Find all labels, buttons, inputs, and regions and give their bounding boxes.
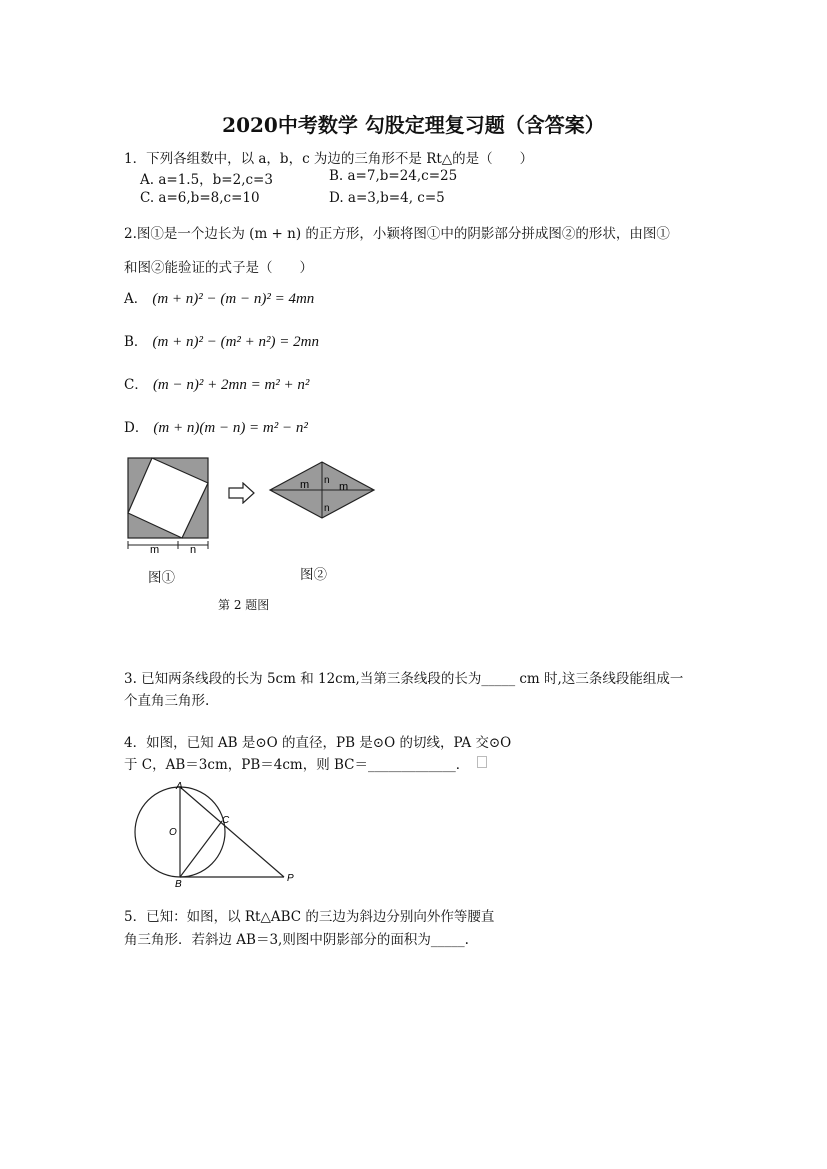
- q2-option-d: [124, 416, 308, 437]
- q2-option-b-label: B．: [124, 334, 148, 350]
- q2-stem-line1: 2.图①是一个边长为 (m + n) 的正方形，小颖将图①中的阴影部分拼成图②的形状，由图①: [124, 226, 670, 242]
- q5-line1: 5．已知：如图，以 Rt△ABC 的三边为斜边分别向外作等腰直: [124, 909, 495, 925]
- q2-arrow-icon: [227, 482, 257, 504]
- fig2-n-label-top: n: [324, 475, 330, 486]
- q4-figure: [132, 780, 302, 890]
- q2-option-b: [124, 330, 319, 351]
- q4-line2: 于 C，AB＝3cm，PB＝4cm，则 BC＝_____________．: [124, 757, 470, 773]
- q2-option-d-label: D．: [124, 420, 149, 436]
- q2-fig2-caption: 图②: [300, 567, 327, 583]
- q2-stem-line2: 和图②能验证的式子是（ ）: [124, 260, 313, 276]
- fig1-n-label: n: [190, 544, 197, 555]
- q4-line1: 4．如图，已知 AB 是⊙O 的直径，PB 是⊙O 的切线，PA 交⊙O: [124, 735, 512, 751]
- q2-option-a: [124, 287, 314, 308]
- q1-option-c: C. a=6,b=8,c=10: [140, 190, 260, 206]
- page-title: 2020中考数学 勾股定理复习题（含答案）: [222, 113, 605, 137]
- q2-option-d-formula: (m + n)(m − n) = m² − n²: [153, 420, 308, 436]
- q2-option-a-label: A．: [124, 291, 148, 307]
- q2-figure-1: [124, 455, 214, 555]
- q1-option-a: A. a=1.5，b=2,c=3: [140, 172, 273, 188]
- q4-label-o: O: [169, 827, 177, 838]
- fig1-m-label: m: [150, 544, 160, 555]
- q1-stem: 1．下列各组数中，以 a，b，c 为边的三角形不是 Rt△的是（ ）: [124, 151, 534, 167]
- q2-option-c: [124, 373, 309, 394]
- q4-line-pa: [180, 787, 284, 877]
- q2-figure-2: [268, 460, 376, 522]
- q4-label-a: A: [176, 781, 183, 792]
- q3-line2: 个直角三角形.: [124, 693, 210, 709]
- q4-label-c: C: [222, 815, 230, 826]
- q2-option-c-label: C．: [124, 377, 148, 393]
- q5-line2: 角三角形．若斜边 AB＝3,则图中阴影部分的面积为_____.: [124, 932, 469, 948]
- q2-option-c-formula: (m − n)² + 2mn = m² + n²: [152, 377, 310, 393]
- q2-fig1-caption: 图①: [148, 570, 175, 586]
- fig2-n-label-bottom: n: [324, 503, 330, 514]
- q2-option-b-formula: (m + n)² − (m² + n²) = 2mn: [152, 334, 319, 350]
- q2-option-a-formula: (m + n)² − (m − n)² = 4mn: [152, 291, 315, 307]
- q3-line1: 3. 已知两条线段的长为 5cm 和 12cm,当第三条线段的长为_____ cm 时,这三条线段能组成一: [124, 671, 684, 687]
- q4-label-p: P: [287, 873, 294, 884]
- fig2-m-label-left: m: [300, 479, 310, 491]
- q2-figure-caption: 第 2 题图: [218, 598, 270, 612]
- arrow-shape: [229, 483, 254, 503]
- q1-option-b: B. a=7,b=24,c=25: [329, 168, 458, 184]
- q1-option-d: D. a=3,b=4, c=5: [329, 190, 445, 206]
- q4-label-b: B: [175, 879, 182, 890]
- q4-small-box: [477, 756, 487, 768]
- fig2-m-label-right: m: [339, 481, 349, 493]
- q4-chord-bc: [180, 821, 222, 877]
